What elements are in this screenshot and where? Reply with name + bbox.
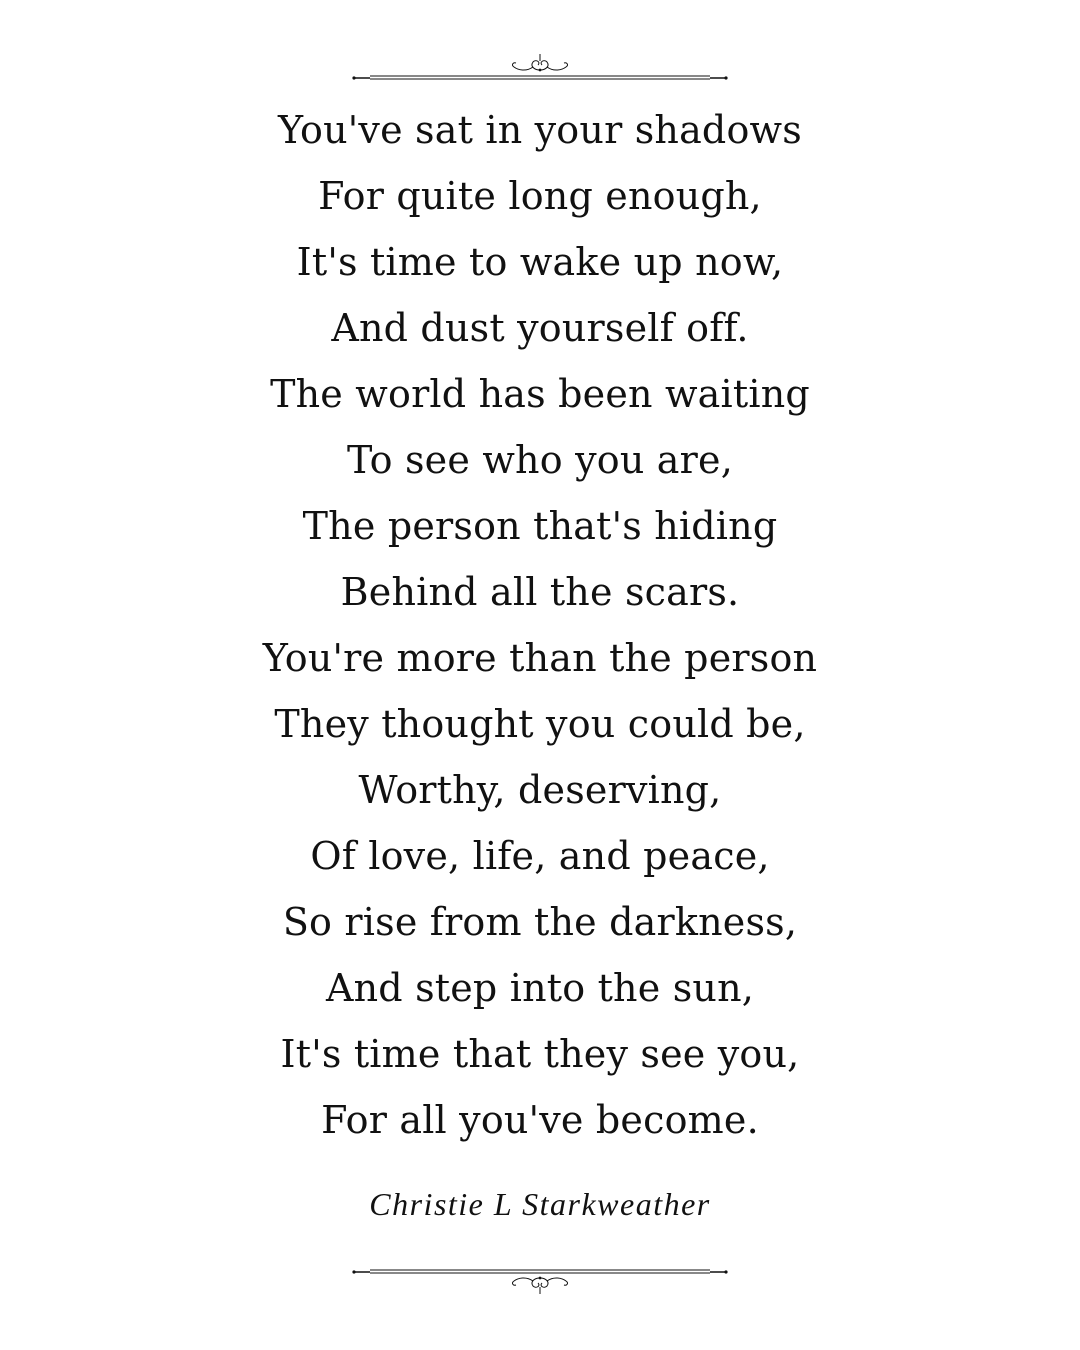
poem-line: So rise from the darkness, (282, 900, 798, 944)
poem-line: It's time to wake up now, (296, 240, 784, 284)
poem-line: For quite long enough, (318, 174, 762, 218)
poem-line: The world has been waiting (270, 372, 810, 416)
poem-line: You've sat in your shadows (278, 108, 802, 152)
poem-line: And dust yourself off. (331, 306, 749, 350)
poem-line: To see who you are, (347, 438, 733, 482)
poem-line: It's time that they see you, (280, 1032, 800, 1076)
poem-line: And step into the sun, (325, 966, 755, 1010)
poem-line: For all you've become. (321, 1098, 759, 1142)
poem-line: Worthy, deserving, (358, 768, 722, 812)
bottom-flourish-divider-icon (350, 1258, 730, 1298)
poem-line: You're more than the person (262, 636, 818, 680)
poem-line: Of love, life, and peace, (310, 834, 770, 878)
poem-line: Behind all the scars. (340, 570, 740, 614)
poem-line: They thought you could be, (274, 702, 806, 746)
poem-author: Christie L Starkweather (369, 1186, 711, 1222)
poem-line: The person that's hiding (302, 504, 778, 548)
poem-lines (0, 97, 1080, 1153)
top-flourish-divider-icon (350, 48, 730, 88)
